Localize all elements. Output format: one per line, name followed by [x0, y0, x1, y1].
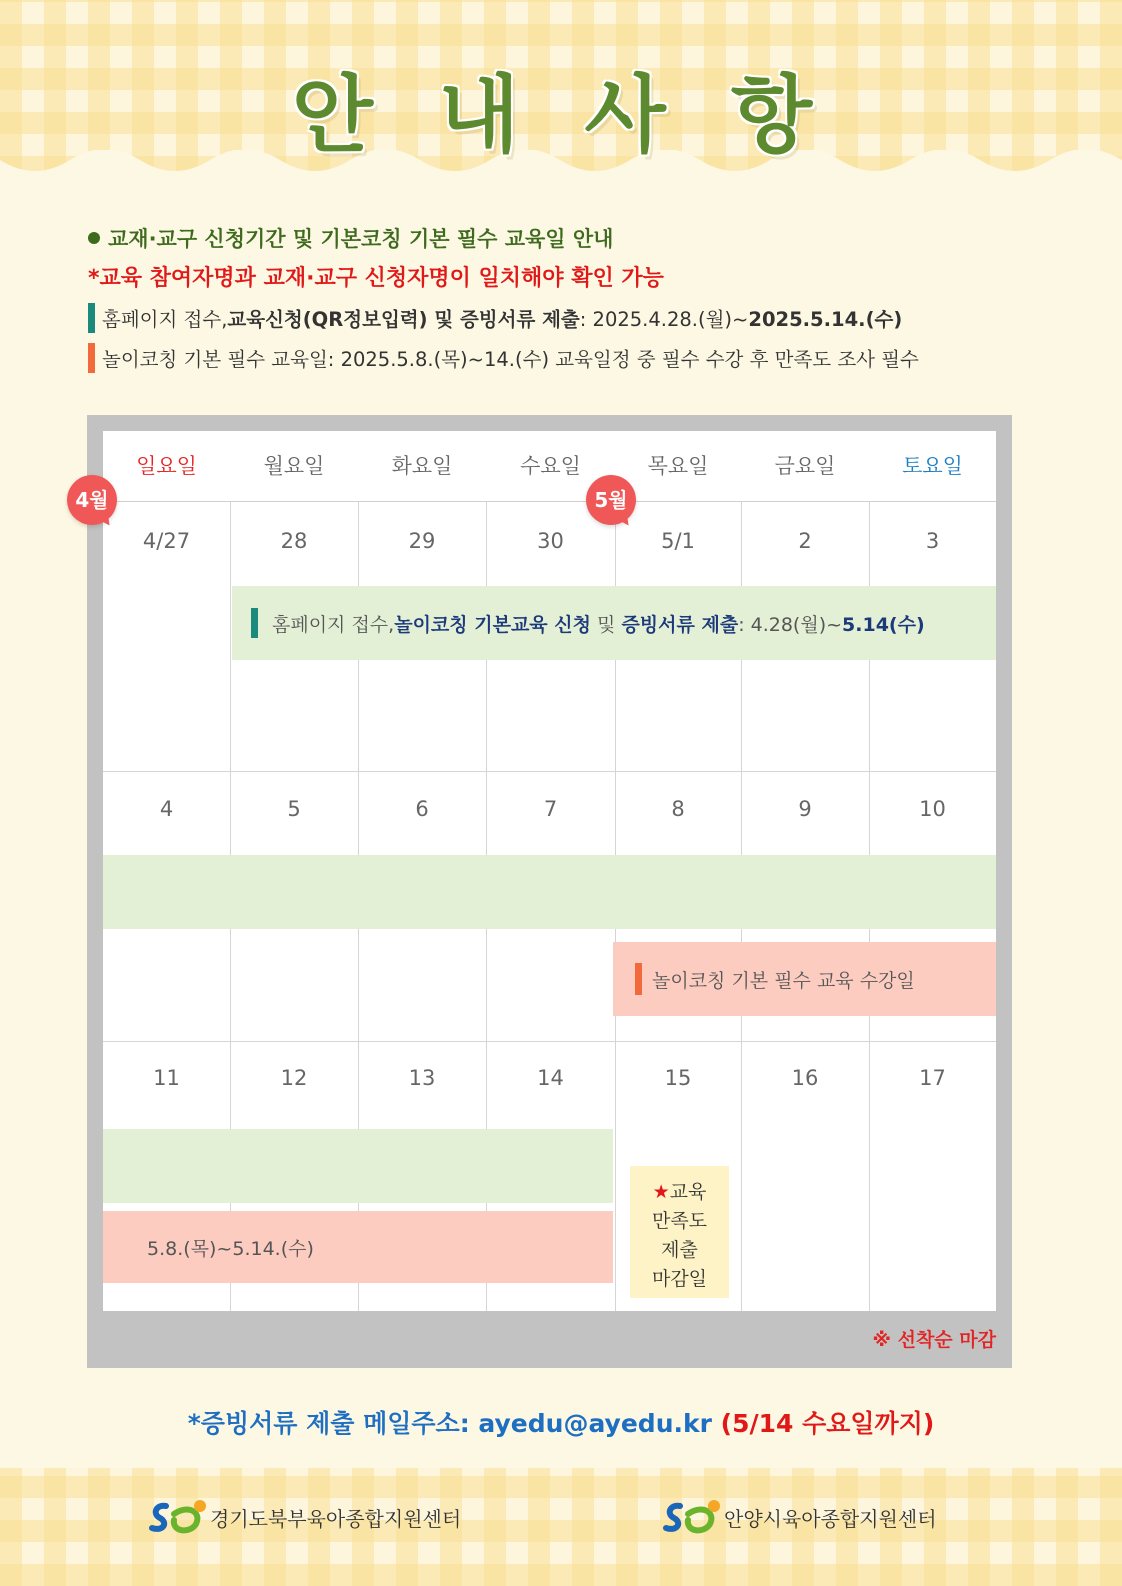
survey-line: 마감일: [651, 1268, 708, 1290]
survey-line: 만족도: [651, 1210, 708, 1232]
email-prefix: *증빙서류 제출 메일주소: ayedu@ayedu.kr: [187, 1409, 721, 1438]
left-org-logo: [148, 1497, 461, 1537]
right-org-name: 안양시육아종합지원센터: [724, 1506, 937, 1531]
april-badge-label: 4월: [75, 488, 109, 512]
day-cell-date: 15: [664, 1066, 692, 1090]
day-cell-date: 29: [408, 529, 436, 553]
orange-marker-icon: [88, 343, 95, 373]
day-cell-date: 7: [543, 797, 558, 821]
day-cell-date: 6: [415, 797, 429, 821]
org-logo-icon: [662, 1498, 724, 1536]
band1-d: 증빙서류 제출: [621, 613, 739, 636]
calendar-frame: [75, 415, 1012, 1368]
day-cell-date: 5: [287, 797, 301, 821]
page-title: 안 내 사 항: [291, 66, 831, 164]
april-badge: [67, 475, 117, 525]
notice-registration-a: 홈페이지 접수,: [102, 308, 228, 331]
day-cell-date: 8: [671, 797, 685, 821]
notice-registration-b: 교육신청(QR정보입력) 및 증빙서류 제출: [227, 308, 580, 331]
weekday-tue: 화요일: [391, 454, 453, 478]
bullet-icon: [88, 232, 100, 244]
teal-marker-icon: [251, 608, 258, 638]
day-cell-date: 17: [919, 1066, 946, 1090]
notice-registration-d: 2025.5.14.(수): [748, 308, 903, 331]
survey-deadline-box: [630, 1166, 729, 1298]
day-cell-date: 13: [408, 1066, 436, 1090]
band1-b: 놀이코칭 기본교육 신청: [394, 613, 591, 636]
day-cell-date: 12: [280, 1066, 308, 1090]
day-cell-date: 16: [791, 1066, 819, 1090]
left-org-name: 경기도북부육아종합지원센터: [210, 1506, 462, 1531]
band1-e: : 4.28(월)~: [738, 613, 843, 636]
registration-period-band: [103, 855, 996, 929]
registration-period-label: [251, 606, 925, 640]
grid-line: [103, 771, 996, 772]
calendar-weekday-header: [103, 431, 996, 502]
day-cell-date: 10: [919, 797, 946, 821]
day-cell-date: 4/27: [142, 529, 191, 553]
day-cell-date: 5/1: [661, 529, 695, 553]
email-notice: [0, 1404, 1122, 1440]
band1-c: 및: [591, 613, 622, 636]
day-cell-date: 14: [537, 1066, 564, 1090]
day-cell-date: 30: [537, 529, 564, 553]
weekday-mon: 월요일: [263, 454, 325, 478]
day-cell-date: 2: [798, 529, 812, 553]
notice-block: [88, 222, 1048, 378]
grid-line: [103, 1041, 996, 1042]
notice-registration: [88, 298, 1048, 338]
notice-warning: *교육 참여자명과 교재·교구 신청자명이 일치해야 확인 가능: [88, 265, 664, 291]
email-deadline: (5/14 수요일까지): [720, 1409, 935, 1438]
may-badge-label: 5월: [594, 488, 628, 512]
education-range-label: 5.8.(목)~5.14.(수): [147, 1237, 314, 1260]
notice-heading: [88, 222, 1048, 254]
calendar: [103, 431, 996, 1311]
notice-heading-text: 교재·교구 신청기간 및 기본코칭 기본 필수 교육일 안내: [108, 227, 614, 251]
day-cell-date: 3: [925, 529, 940, 553]
education-days-text: 놀이코칭 기본 필수 교육 수강일: [652, 969, 915, 992]
weekday-fri: 금요일: [774, 454, 836, 478]
weekday-thu: 목요일: [647, 454, 709, 478]
notice-education-text: 놀이코칭 기본 필수 교육일: 2025.5.8.(목)~14.(수) 교육일정 중 필수 수강 후 만족도 조사 필수: [102, 348, 919, 371]
notice-education-days: [88, 338, 1048, 378]
deadline-note: ※ 선착순 마감: [872, 1329, 996, 1351]
orange-marker-icon: [635, 963, 642, 995]
day-cell-date: 4: [159, 797, 174, 821]
org-logo-icon: [148, 1498, 210, 1536]
day-cell-date: 11: [153, 1066, 180, 1090]
weekday-sat: 토요일: [902, 454, 963, 478]
survey-line: 제출: [661, 1239, 698, 1261]
star-icon: ★: [652, 1181, 670, 1203]
may-badge: [586, 475, 636, 525]
teal-marker-icon: [88, 303, 95, 333]
weekday-sun: 일요일: [136, 454, 197, 478]
band1-a: 홈페이지 접수,: [272, 613, 395, 636]
notice-registration-c: : 2025.4.28.(월)~: [579, 308, 749, 331]
band1-f: 5.14(수): [842, 613, 925, 636]
day-cell-date: 28: [280, 529, 308, 553]
registration-period-band: [103, 1129, 613, 1203]
day-cell-date: 9: [798, 797, 812, 821]
education-days-label: [635, 962, 915, 996]
survey-line: 교육: [669, 1181, 707, 1203]
weekday-wed: 수요일: [520, 454, 581, 478]
right-org-logo: [662, 1497, 937, 1537]
